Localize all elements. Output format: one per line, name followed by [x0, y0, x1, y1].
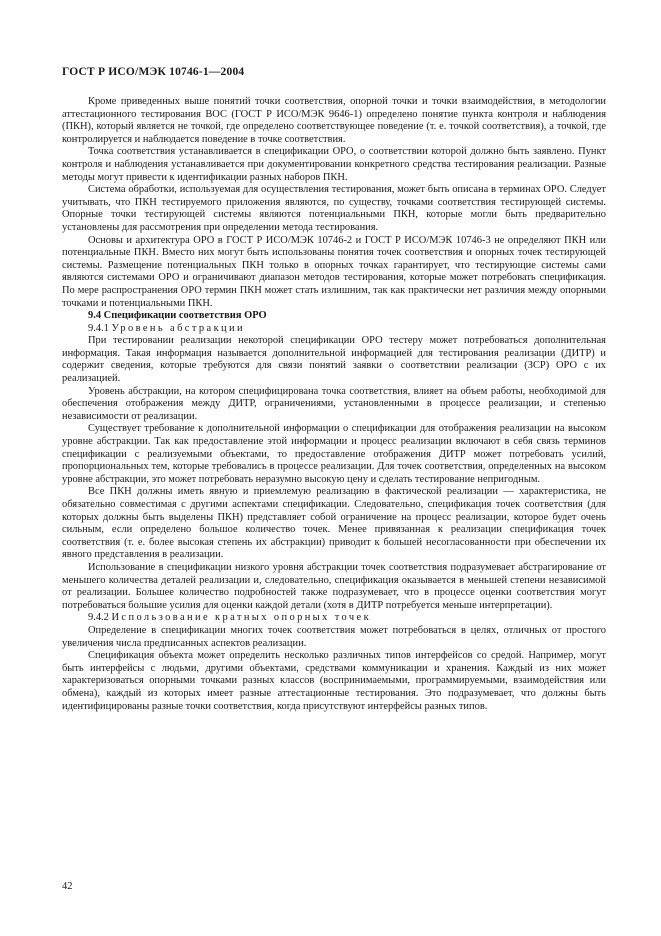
paragraph: Существует требование к дополнительной информации о спецификации для отображения реализации на высоком уровне абстракции. Так как предоставление этой информации и процесс реализации включают в себя связь терминов спецификации с реализуемыми объектами, то предоставление отображения ДИТР может потребовать усилий, пропорциональных тем, которые требовались в процессе реализации. Для точек соответствия, определенных на высоком уровне абстракции, это может потребовать неразумно высокую цену и сделать тестирование непригодным.	[62, 423, 606, 485]
subsection-title: Уровень абстракции	[111, 322, 245, 334]
paragraph: При тестировании реализации некоторой спецификации ОРО тестеру может потребоваться дополнительная информация. Такая информация называется дополнительной информацией для тестирования реализации (ДИТР) и содержит сведения, которые требуются для связи понятий заявки о соответствии реализации (ЗСР) ОРО с их реализацией.	[62, 335, 606, 385]
subsection-title: Использование кратных опорных точек	[111, 612, 372, 624]
section-heading: 9.4 Спецификации соответствия ОРО	[88, 310, 267, 322]
paragraph: Точка соответствия устанавливается в спецификации ОРО, о соответствии которой должно быть заявлено. Пункт контроля и наблюдения устанавливается при документировании конкретного средства тестирования реализации. Разные методы могут привести к идентификации разных наборов ПКН.	[62, 146, 606, 183]
paragraph: Определение в спецификации многих точек соответствия может потребоваться в целях, отличных от простого увеличения числа предписанных аспектов реализации.	[62, 624, 606, 649]
document-body	[62, 96, 606, 713]
subsection-number: 9.4.2	[88, 612, 109, 624]
paragraph: Кроме приведенных выше понятий точки соответствия, опорной точки и точки взаимодействия, в методологии аттестационного тестирования ВОС (ГОСТ Р ИСО/МЭК 9646-1) определено понятие пункта контроля и наблюдения (ПКН), который является не точкой, где определено соответствующее поведение (т. е. точкой соответствия), а точкой, где контролируется и наблюдается поведение в точке соответствия.	[62, 96, 606, 145]
paragraph: Спецификация объекта может определить несколько различных типов интерфейсов со средой. Например, могут быть интерфейсы с людьми, другими объектами, средствами коммуникации и хранения. Каждый из них может характеризоваться опорными точками разных классов (воспринимаемыми, программируемыми, взаимодействия или обмена), каждый из которых имеет разные аттестационные тестирования. Это подразумевает, что должны быть идентифицированы разные точки соответствия, когда присутствуют интерфейсы разных типов.	[62, 650, 606, 712]
subsection-heading	[62, 612, 606, 625]
paragraph: Основы и архитектура ОРО в ГОСТ Р ИСО/МЭК 10746-2 и ГОСТ Р ИСО/МЭК 10746-3 не определяют ПКН или потенциальные ПКН. Вместо них могут быть использованы понятия точек соответствия и опорных точек тестирующей системы. Размещение потенциальных ПКН только в опорных точках гарантирует, что тестирующие системы сами являются системами ОРО и ограничивают диапазон методов тестирования, которые может потребовать спецификация. По мере распространения ОРО термин ПКН может стать излишним, так как практически нет различия между опорными точками и потенциальными ПКН.	[62, 234, 606, 309]
subsection-heading	[62, 323, 606, 336]
page-number: 42	[62, 881, 73, 892]
subsection-number: 9.4.1	[88, 322, 109, 334]
paragraph: Уровень абстракции, на котором специфицирована точка соответствия, влияет на объем работы, необходимой для обеспечения отображения между ДИТР, ограничениями, установленными в процессе реализации, и степенью независимости от реализации.	[62, 385, 606, 422]
paragraph: Все ПКН должны иметь явную и приемлемую реализацию в фактической реализации — характеристика, не обязательно совместимая с другими аспектами спецификации. Следовательно, спецификация точек соответствия (для которых должны быть выделены ПКН) представляет собой ограничение на процесс реализации, которое будет очень сильным, если определено большое количество точек. Менее привязанная к реализации спецификация точек соответствия (т. е. более высокая степень их абстракции) приводит к большей несогласованности при обеспечении их явного представления в реализации.	[62, 486, 606, 561]
paragraph: Использование в спецификации низкого уровня абстракции точек соответствия подразумевает абстрагирование от меньшего количества деталей реализации и, следовательно, спецификация оказывается в меньшей степени независимой от реализации. Большее количество подробностей также подразумевает, что в процессе оценки соответствия могут потребоваться большие усилия для оценки каждой детали (хотя в ДИТР потребуется меньше интерпретации).	[62, 561, 606, 611]
document-header: ГОСТ Р ИСО/МЭК 10746-1—2004	[62, 66, 245, 78]
paragraph: Система обработки, используемая для осуществления тестирования, может быть описана в терминах ОРО. Следует учитывать, что ПКН тестируемого приложения являются, по существу, точками соответствия тестирующей системы. Опорные точки тестирующей системы являются потенциальными ПКН, которые могли быть предварительно установлены для рассмотрения при определении метода тестирования.	[62, 184, 606, 233]
